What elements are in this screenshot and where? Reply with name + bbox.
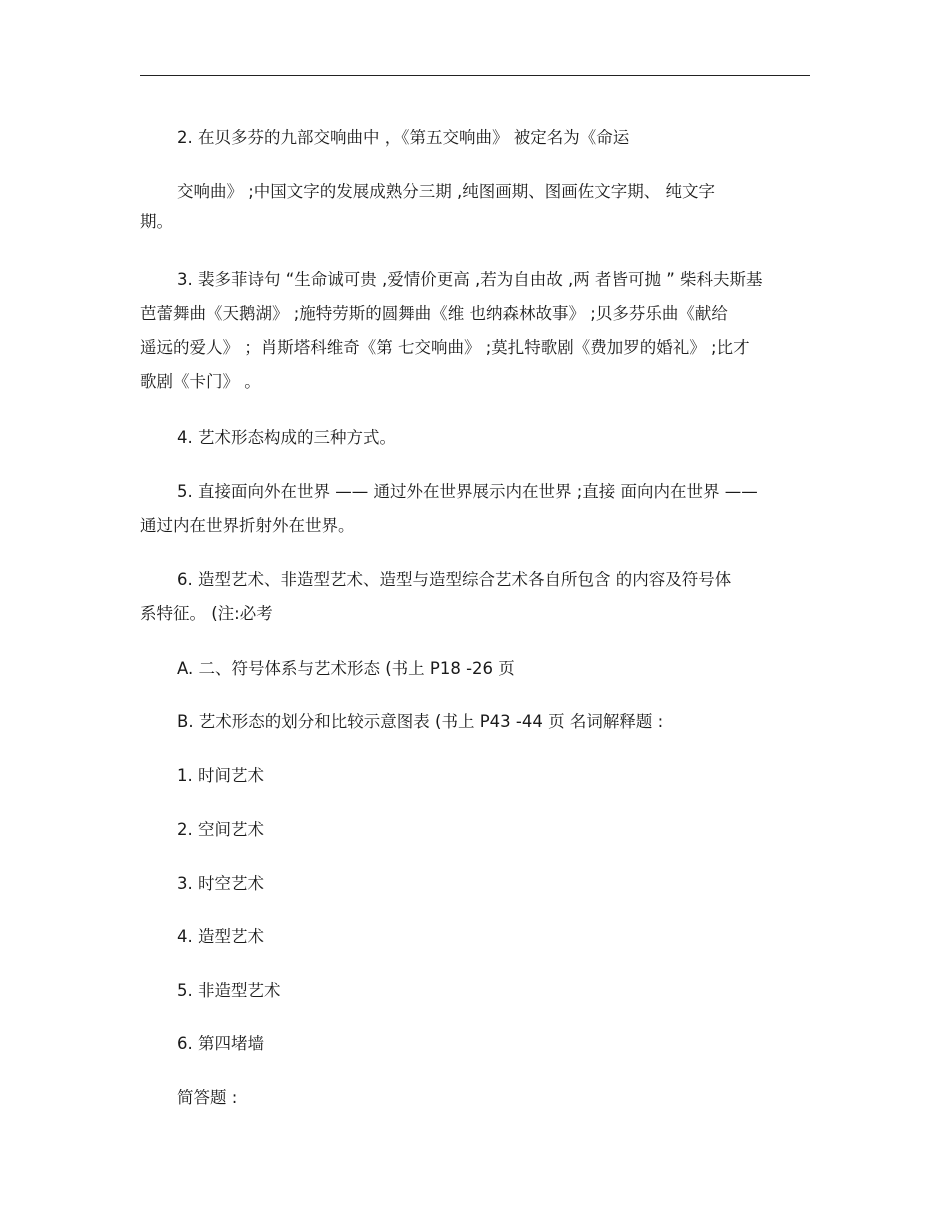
paragraph-line: B. 艺术形态的划分和比较示意图表 (书上 P43 -44 页 名词解释题 : [177, 712, 664, 731]
paragraph-line: 4. 艺术形态构成的三种方式。 [177, 428, 396, 447]
term-5 [140, 974, 800, 1008]
paragraph-line: 2. 在贝多芬的九部交响曲中 ，《第五交响曲》 被定名为《命运 [177, 128, 630, 147]
term-2 [140, 813, 800, 847]
term-item: 6. 第四堵墙 [177, 1034, 264, 1053]
paragraph-line: 歌剧《卡门》 。 [140, 372, 261, 391]
paragraph-line: 交响曲》 ;中国文字的发展成熟分三期 ,纯图画期、图画佐文字期、 纯文字 [177, 182, 716, 201]
section-a [140, 652, 800, 686]
paragraph-line: 遥远的爱人》 ；肖斯塔科维奇《第 七交响曲》 ;莫扎特歌剧《费加罗的婚礼》 ;比才 [140, 338, 750, 357]
heading-text: 简答题 : [177, 1088, 238, 1107]
term-6 [140, 1027, 800, 1061]
paragraph-line: 3. 裴多菲诗句 “生命诚可贵 ,爱情价更高 ,若为自由故 ,两 者皆可抛 ” 柴科夫斯基 [177, 270, 763, 289]
paragraph-6 [140, 563, 800, 631]
term-item: 3. 时空艺术 [177, 874, 264, 893]
paragraph-line: 通过内在世界折射外在世界。 [140, 516, 355, 535]
term-item: 5. 非造型艺术 [177, 981, 281, 1000]
term-item: 4. 造型艺术 [177, 927, 264, 946]
header-rule [140, 75, 810, 76]
paragraph-line: 系特征。 (注:必考 [140, 604, 273, 623]
section-b [140, 705, 800, 739]
paragraph-line: 芭蕾舞曲《天鹅湖》 ;施特劳斯的圆舞曲《维 也纳森林故事》 ;贝多芬乐曲《献给 [140, 304, 728, 323]
term-item: 1. 时间艺术 [177, 766, 264, 785]
paragraph-4 [140, 421, 800, 455]
paragraph-line: 期。 [140, 212, 173, 231]
paragraph-5 [140, 475, 800, 543]
short-answer-heading [140, 1081, 800, 1115]
paragraph-2 [140, 121, 800, 239]
paragraph-line: A. 二、符号体系与艺术形态 (书上 P18 -26 页 [177, 659, 515, 678]
paragraph-line: 5. 直接面向外在世界 —— 通过外在世界展示内在世界 ;直接 面向内在世界 —— [177, 482, 758, 501]
term-3 [140, 867, 800, 901]
paragraph-line: 6. 造型艺术、非造型艺术、造型与造型综合艺术各自所包含 的内容及符号体 [177, 570, 732, 589]
term-4 [140, 920, 800, 954]
term-1 [140, 759, 800, 793]
paragraph-3 [140, 263, 800, 399]
term-item: 2. 空间艺术 [177, 820, 264, 839]
